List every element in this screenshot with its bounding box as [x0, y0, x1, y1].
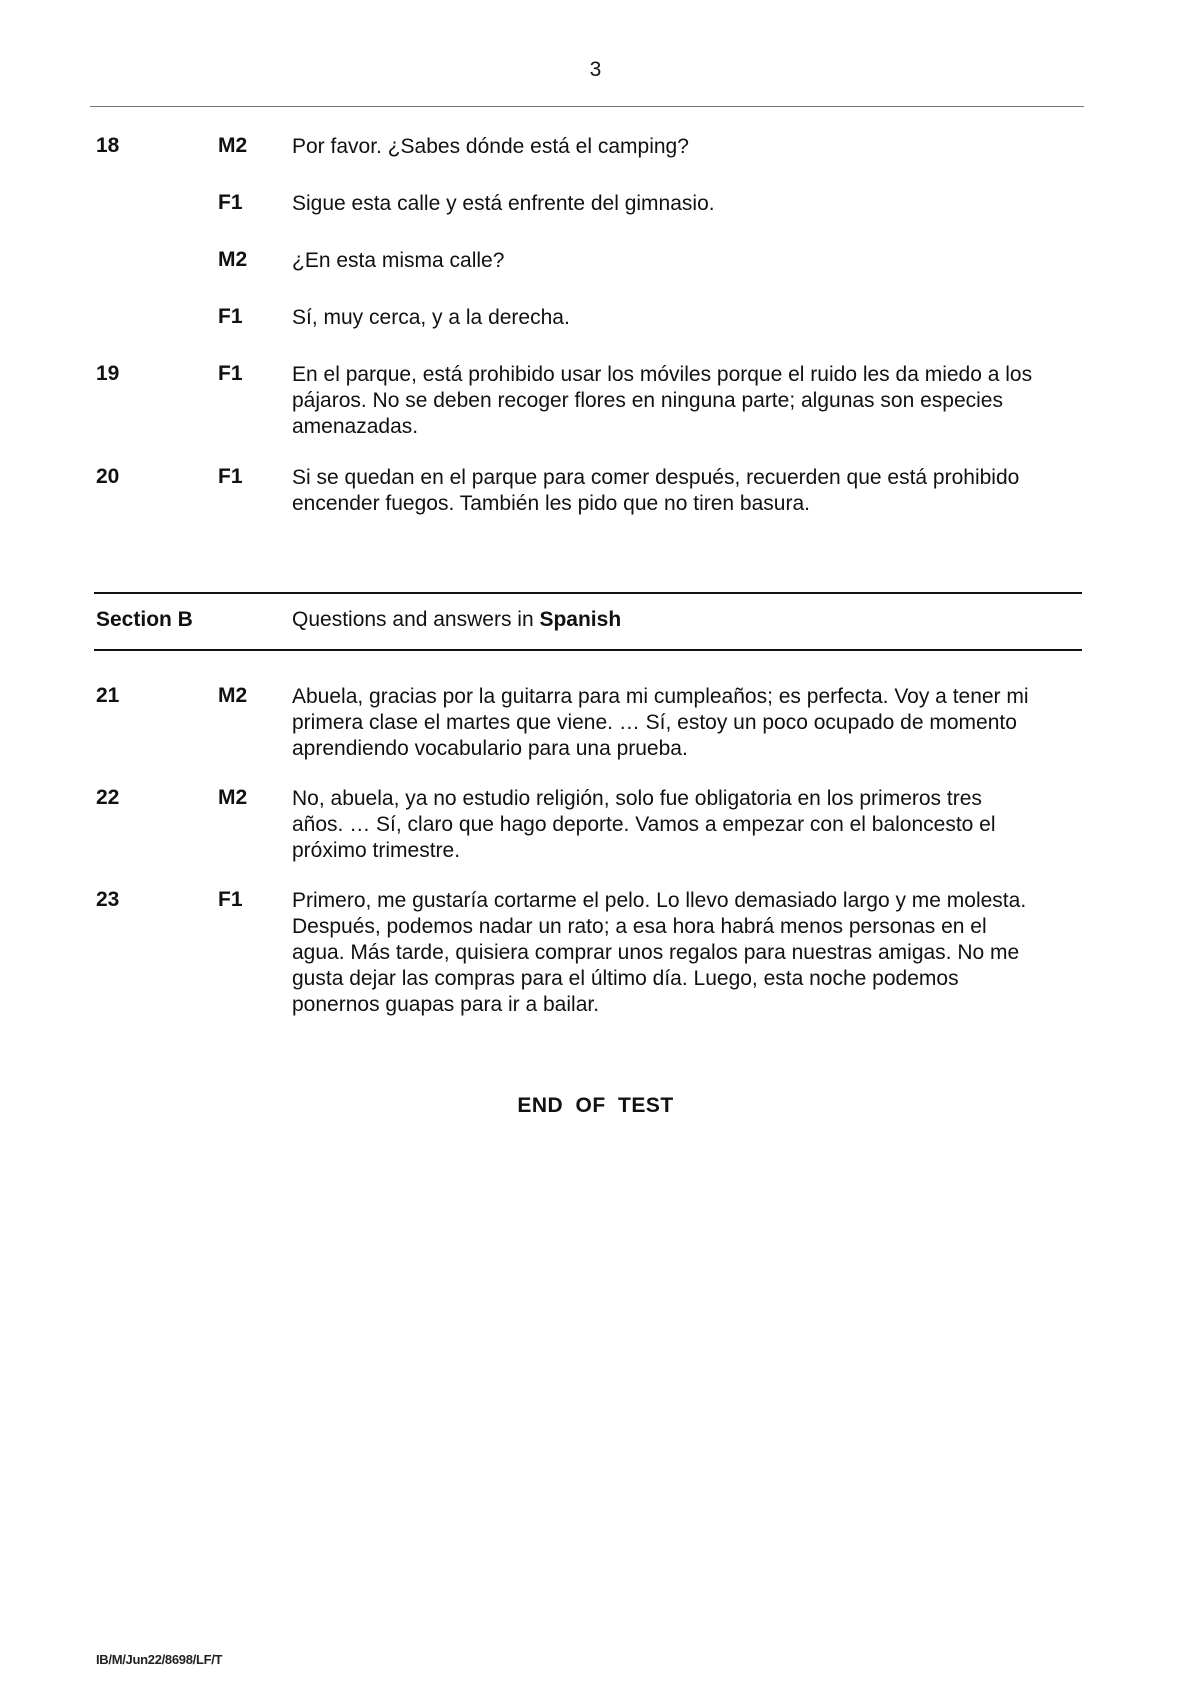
speaker-label: M2	[218, 134, 248, 157]
dialogue-line: No, abuela, ya no estudio religión, solo fue obligatoria en los primeros tres	[292, 787, 982, 810]
speaker-label: F1	[218, 191, 243, 214]
dialogue-line: Abuela, gracias por la guitarra para mi cumpleaños; es perfecta. Voy a tener mi	[292, 685, 1029, 708]
dialogue-text: Sigue esta calle y está enfrente del gimnasio.	[292, 192, 715, 215]
page-number: 3	[589, 58, 602, 81]
section-b-label: Section B	[96, 608, 193, 631]
question-number: 18	[96, 134, 120, 157]
question-number: 20	[96, 465, 120, 488]
dialogue-line: Después, podemos nadar un rato; a esa hora habrá menos personas en el	[292, 915, 987, 938]
question-number: 19	[96, 362, 120, 385]
dialogue-line: primera clase el martes que viene. … Sí, estoy un poco ocupado de momento	[292, 711, 1017, 734]
section-b-description-text: Questions and answers in	[292, 608, 540, 631]
dialogue-line: próximo trimestre.	[292, 839, 461, 862]
dialogue-text: Sí, muy cerca, y a la derecha.	[292, 306, 570, 329]
question-number: 22	[96, 786, 120, 809]
section-b-description	[292, 608, 621, 632]
dialogue-line: ponernos guapas para ir a bailar.	[292, 993, 600, 1016]
speaker-label: M2	[218, 248, 248, 271]
speaker-label: M2	[218, 684, 248, 707]
speaker-label: F1	[218, 362, 243, 385]
dialogue-line: Si se quedan en el parque para comer después, recuerden que está prohibido	[292, 466, 1020, 489]
dialogue-line: años. … Sí, claro que hago deporte. Vamos a empezar con el baloncesto el	[292, 813, 996, 836]
footer-code: IB/M/Jun22/8698/LF/T	[96, 1652, 223, 1667]
header-divider	[90, 106, 1084, 107]
end-of-test: END OF TEST	[517, 1094, 674, 1117]
speaker-label: M2	[218, 786, 248, 809]
question-number: 23	[96, 888, 120, 911]
dialogue-text: Por favor. ¿Sabes dónde está el camping?	[292, 135, 689, 158]
dialogue-text: ¿En esta misma calle?	[292, 249, 505, 272]
dialogue-line: encender fuegos. También les pido que no tiren basura.	[292, 492, 810, 515]
dialogue-line: agua. Más tarde, quisiera comprar unos regalos para nuestras amigas. No me	[292, 941, 1020, 964]
speaker-label: F1	[218, 465, 243, 488]
speaker-label: F1	[218, 305, 243, 328]
question-number: 21	[96, 684, 120, 707]
dialogue-line: amenazadas.	[292, 415, 419, 438]
dialogue-line: gusta dejar las compras para el último día. Luego, esta noche podemos	[292, 967, 959, 990]
section-b-top-rule	[94, 592, 1082, 594]
speaker-label: F1	[218, 888, 243, 911]
section-b-bottom-rule	[94, 649, 1082, 651]
section-b-language: Spanish	[539, 608, 622, 631]
dialogue-line: Primero, me gustaría cortarme el pelo. Lo llevo demasiado largo y me molesta.	[292, 889, 1027, 912]
dialogue-line: pájaros. No se deben recoger flores en ninguna parte; algunas son especies	[292, 389, 1003, 412]
dialogue-line: aprendiendo vocabulario para una prueba.	[292, 737, 688, 760]
dialogue-line: En el parque, está prohibido usar los móviles porque el ruido les da miedo a los	[292, 363, 1033, 386]
